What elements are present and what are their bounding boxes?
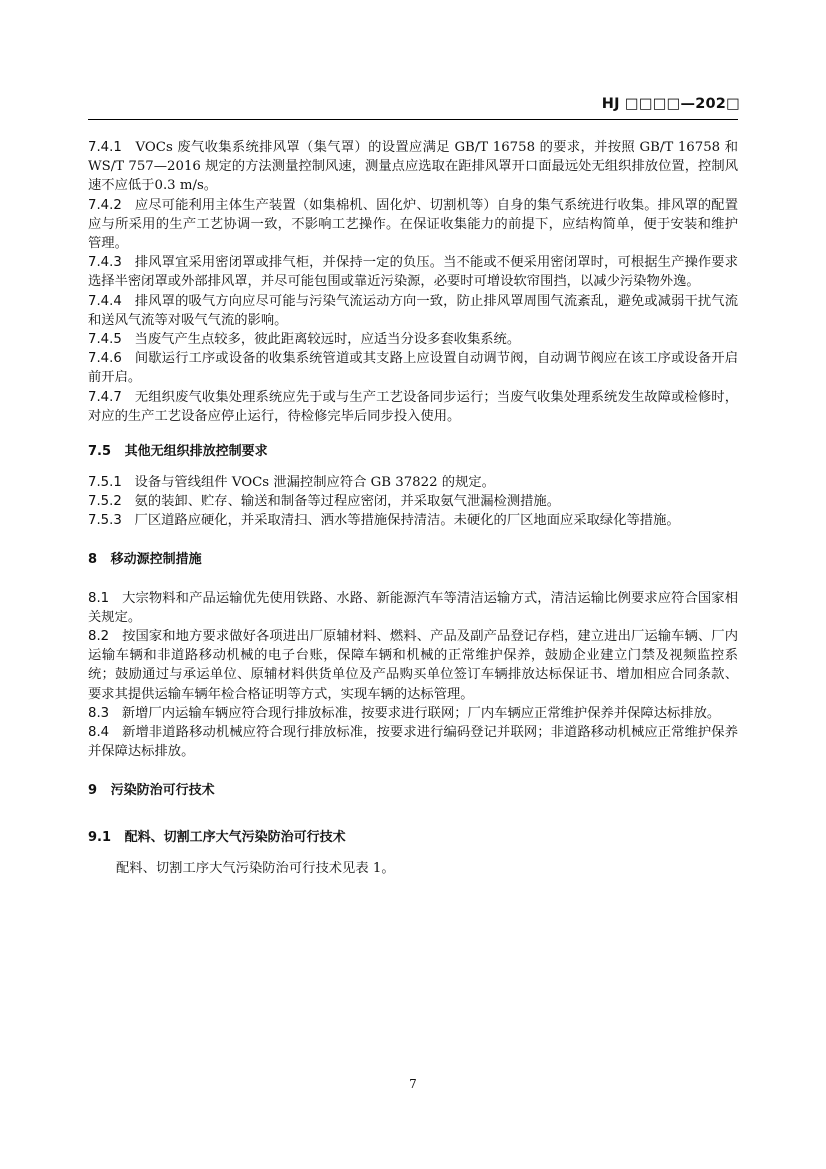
clause-7-4-3 [88, 253, 738, 291]
clause-text: 新增非道路移动机械应符合现行排放标准，按要求进行编码登记并联网；非道路移动机械应正常维护保养并保障达标排放。 [88, 725, 738, 760]
clause-number: 7.4.5 [88, 332, 122, 348]
clause-7-4-6 [88, 349, 738, 387]
clause-number: 8.1 [88, 590, 110, 606]
clause-number: 7.4.3 [88, 255, 122, 271]
clause-number: 8.4 [88, 725, 110, 741]
clause-text: 厂区道路应硬化，并采取清扫、洒水等措施保持清洁。未硬化的厂区地面应采取绿化等措施。 [134, 513, 680, 529]
section-heading-9: 9 污染防治可行技术 [88, 783, 215, 799]
clause-text: 当废气产生点较多，彼此距离较远时，应适当分设多套收集系统。 [134, 332, 521, 348]
clause-text: 按国家和地方要求做好各项进出厂原辅材料、燃料、产品及副产品登记存档，建立进出厂运输车辆、厂内运输车辆和非道路移动机械的电子台账，保障车辆和机械的正常维护保养，鼓励企业建立门禁及视频监控系统；鼓励通过与承运单位、原辅材料供货单位及产品购买单位签订车辆排放达标保证书、增加相应合同条款、要求其提供运输车辆年检合格证明等方式，实现车辆的达标管理。 [88, 629, 738, 702]
clause-7-4-2 [88, 196, 738, 254]
clause-7-5-2 [88, 492, 738, 511]
clause-7-4-5 [88, 330, 738, 349]
document-body [88, 138, 738, 879]
clause-number: 7.4.6 [88, 351, 122, 367]
clause-number: 7.5.1 [88, 475, 122, 491]
clause-text: 排风罩宜采用密闭罩或排气柜，并保持一定的负压。当不能或不便采用密闭罩时，可根据生产操作要求选择半密闭罩或外部排风罩，并尽可能包围或靠近污染源，必要时可增设软帘围挡，以减少污染物外逸。 [88, 255, 739, 290]
clause-text: 无组织废气收集处理系统应先于或与生产工艺设备同步运行；当废气收集处理系统发生故障或检修时，对应的生产工艺设备应停止运行，待检修完毕后同步投入使用。 [88, 389, 739, 424]
clause-number: 7.4.1 [88, 140, 122, 155]
clause-7-4-1 [88, 138, 738, 196]
clause-number: 7.5.3 [88, 513, 122, 529]
clause-number: 7.4.7 [88, 389, 122, 405]
clause-text: 氨的装卸、贮存、输送和制备等过程应密闭，并采取氨气泄漏检测措施。 [134, 494, 561, 510]
clause-8-1 [88, 589, 738, 627]
clause-7-4-4 [88, 292, 738, 330]
clause-text: VOCs 废气收集系统排风罩（集气罩）的设置应满足 GB/T 16758 的要求，并按照 GB/T 16758 和WS/T 757—2016 规定的方法测量控制风速，测量点应选取在距排风罩开口面最远处无组织排放位置，控制风速不应低于0.3 m/s。 [88, 140, 738, 194]
section-heading-9-1: 9.1 配料、切割工序大气污染防治可行技术 [88, 830, 346, 846]
clause-7-5-1 [88, 473, 738, 492]
clause-text: 设备与管线组件 VOCs 泄漏控制应符合 GB 37822 的规定。 [134, 475, 495, 491]
document-code-header: HJ □□□□—202□ [601, 96, 740, 112]
clause-8-4 [88, 723, 738, 761]
clause-text: 排风罩的吸气方向应尽可能与污染气流运动方向一致，防止排风罩周围气流紊乱，避免或减弱干扰气流和送风气流等对吸气气流的影响。 [88, 293, 739, 328]
header-divider [88, 119, 738, 120]
table-reference-paragraph: 配料、切割工序大气污染防治可行技术见表 1。 [116, 861, 395, 877]
clause-text: 大宗物料和产品运输优先使用铁路、水路、新能源汽车等清洁运输方式，清洁运输比例要求应符合国家相关规定。 [88, 590, 738, 625]
clause-8-2 [88, 627, 738, 704]
clause-text: 新增厂内运输车辆应符合现行排放标准，按要求进行联网；厂内车辆应正常维护保养并保障达标排放。 [121, 705, 721, 721]
clause-7-4-7 [88, 388, 738, 426]
clause-number: 7.5.2 [88, 494, 122, 510]
section-heading-8: 8 移动源控制措施 [88, 551, 202, 567]
page-number: 7 [409, 1077, 417, 1091]
clause-7-5-3 [88, 511, 738, 530]
clause-number: 7.4.2 [88, 197, 122, 213]
clause-number: 8.2 [88, 629, 110, 645]
clause-number: 8.3 [88, 705, 110, 721]
clause-8-3 [88, 704, 738, 723]
clause-number: 7.4.4 [88, 293, 122, 309]
clause-text: 间歇运行工序或设备的收集系统管道或其支路上应设置自动调节阀，自动调节阀应在该工序或设备开启前开启。 [88, 351, 739, 386]
clause-text: 应尽可能利用主体生产装置（如集棉机、固化炉、切割机等）自身的集气系统进行收集。排风罩的配置应与所采用的生产工艺协调一致，不影响工艺操作。在保证收集能力的前提下，应结构简单，便于安装和维护管理。 [88, 197, 739, 252]
section-heading-7-5: 7.5 其他无组织排放控制要求 [88, 444, 268, 460]
